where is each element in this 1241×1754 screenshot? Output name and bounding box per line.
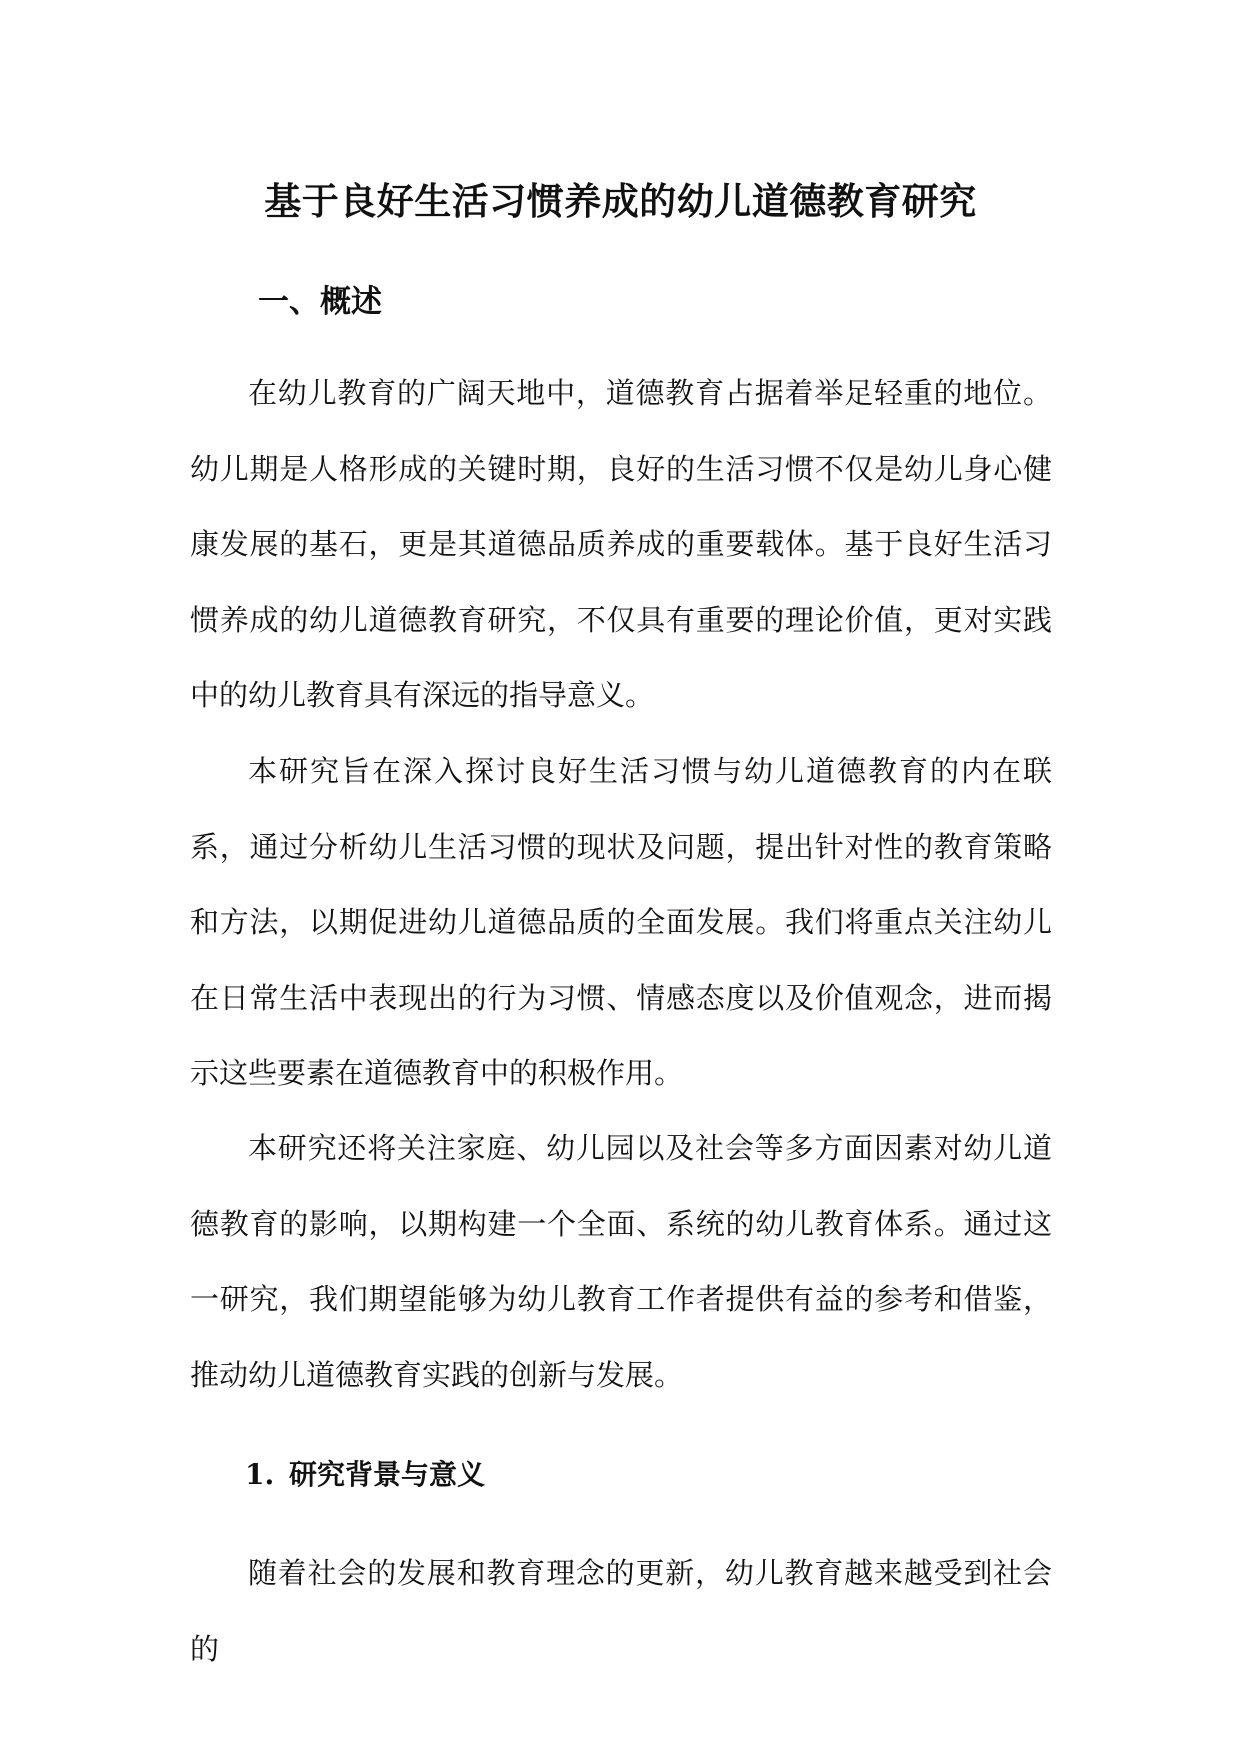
paragraph-2: 本研究旨在深入探讨良好生活习惯与幼儿道德教育的内在联系，通过分析幼儿生活习惯的现状及问题，提出针对性的教育策略和方法，以期促进幼儿道德品质的全面发展。我们将重点关注幼儿在日常生活中表现出的行为习惯、情感态度以及价值观念，进而揭示这些要素在道德教育中的积极作用。 (190, 754, 1052, 1090)
paragraph-4: 随着社会的发展和教育理念的更新，幼儿教育越来越受到社会的 (190, 1556, 1052, 1666)
subsection-number: 1. (245, 1458, 275, 1491)
paragraph-1: 在幼儿教育的广阔天地中，道德教育占据着举足轻重的地位。幼儿期是人格形成的关键时期，良好的生活习惯不仅是幼儿身心健康发展的基石，更是其道德品质养成的重要载体。基于良好生活习惯养成的幼儿道德教育研究，不仅具有重要的理论价值，更对实践中的幼儿教育具有深远的指导意义。 (190, 376, 1052, 712)
document-title: 基于良好生活习惯养成的幼儿道德教育研究 (264, 178, 977, 223)
subsection-title: 研究背景与意义 (289, 1458, 486, 1491)
paragraph-3: 本研究还将关注家庭、幼儿园以及社会等多方面因素对幼儿道德教育的影响，以期构建一个全面、系统的幼儿教育体系。通过这一研究，我们期望能够为幼儿教育工作者提供有益的参考和借鉴，推动幼儿道德教育实践的创新与发展。 (190, 1131, 1052, 1392)
section-heading: 一、概述 (258, 284, 382, 320)
subsection-heading (245, 1455, 485, 1495)
